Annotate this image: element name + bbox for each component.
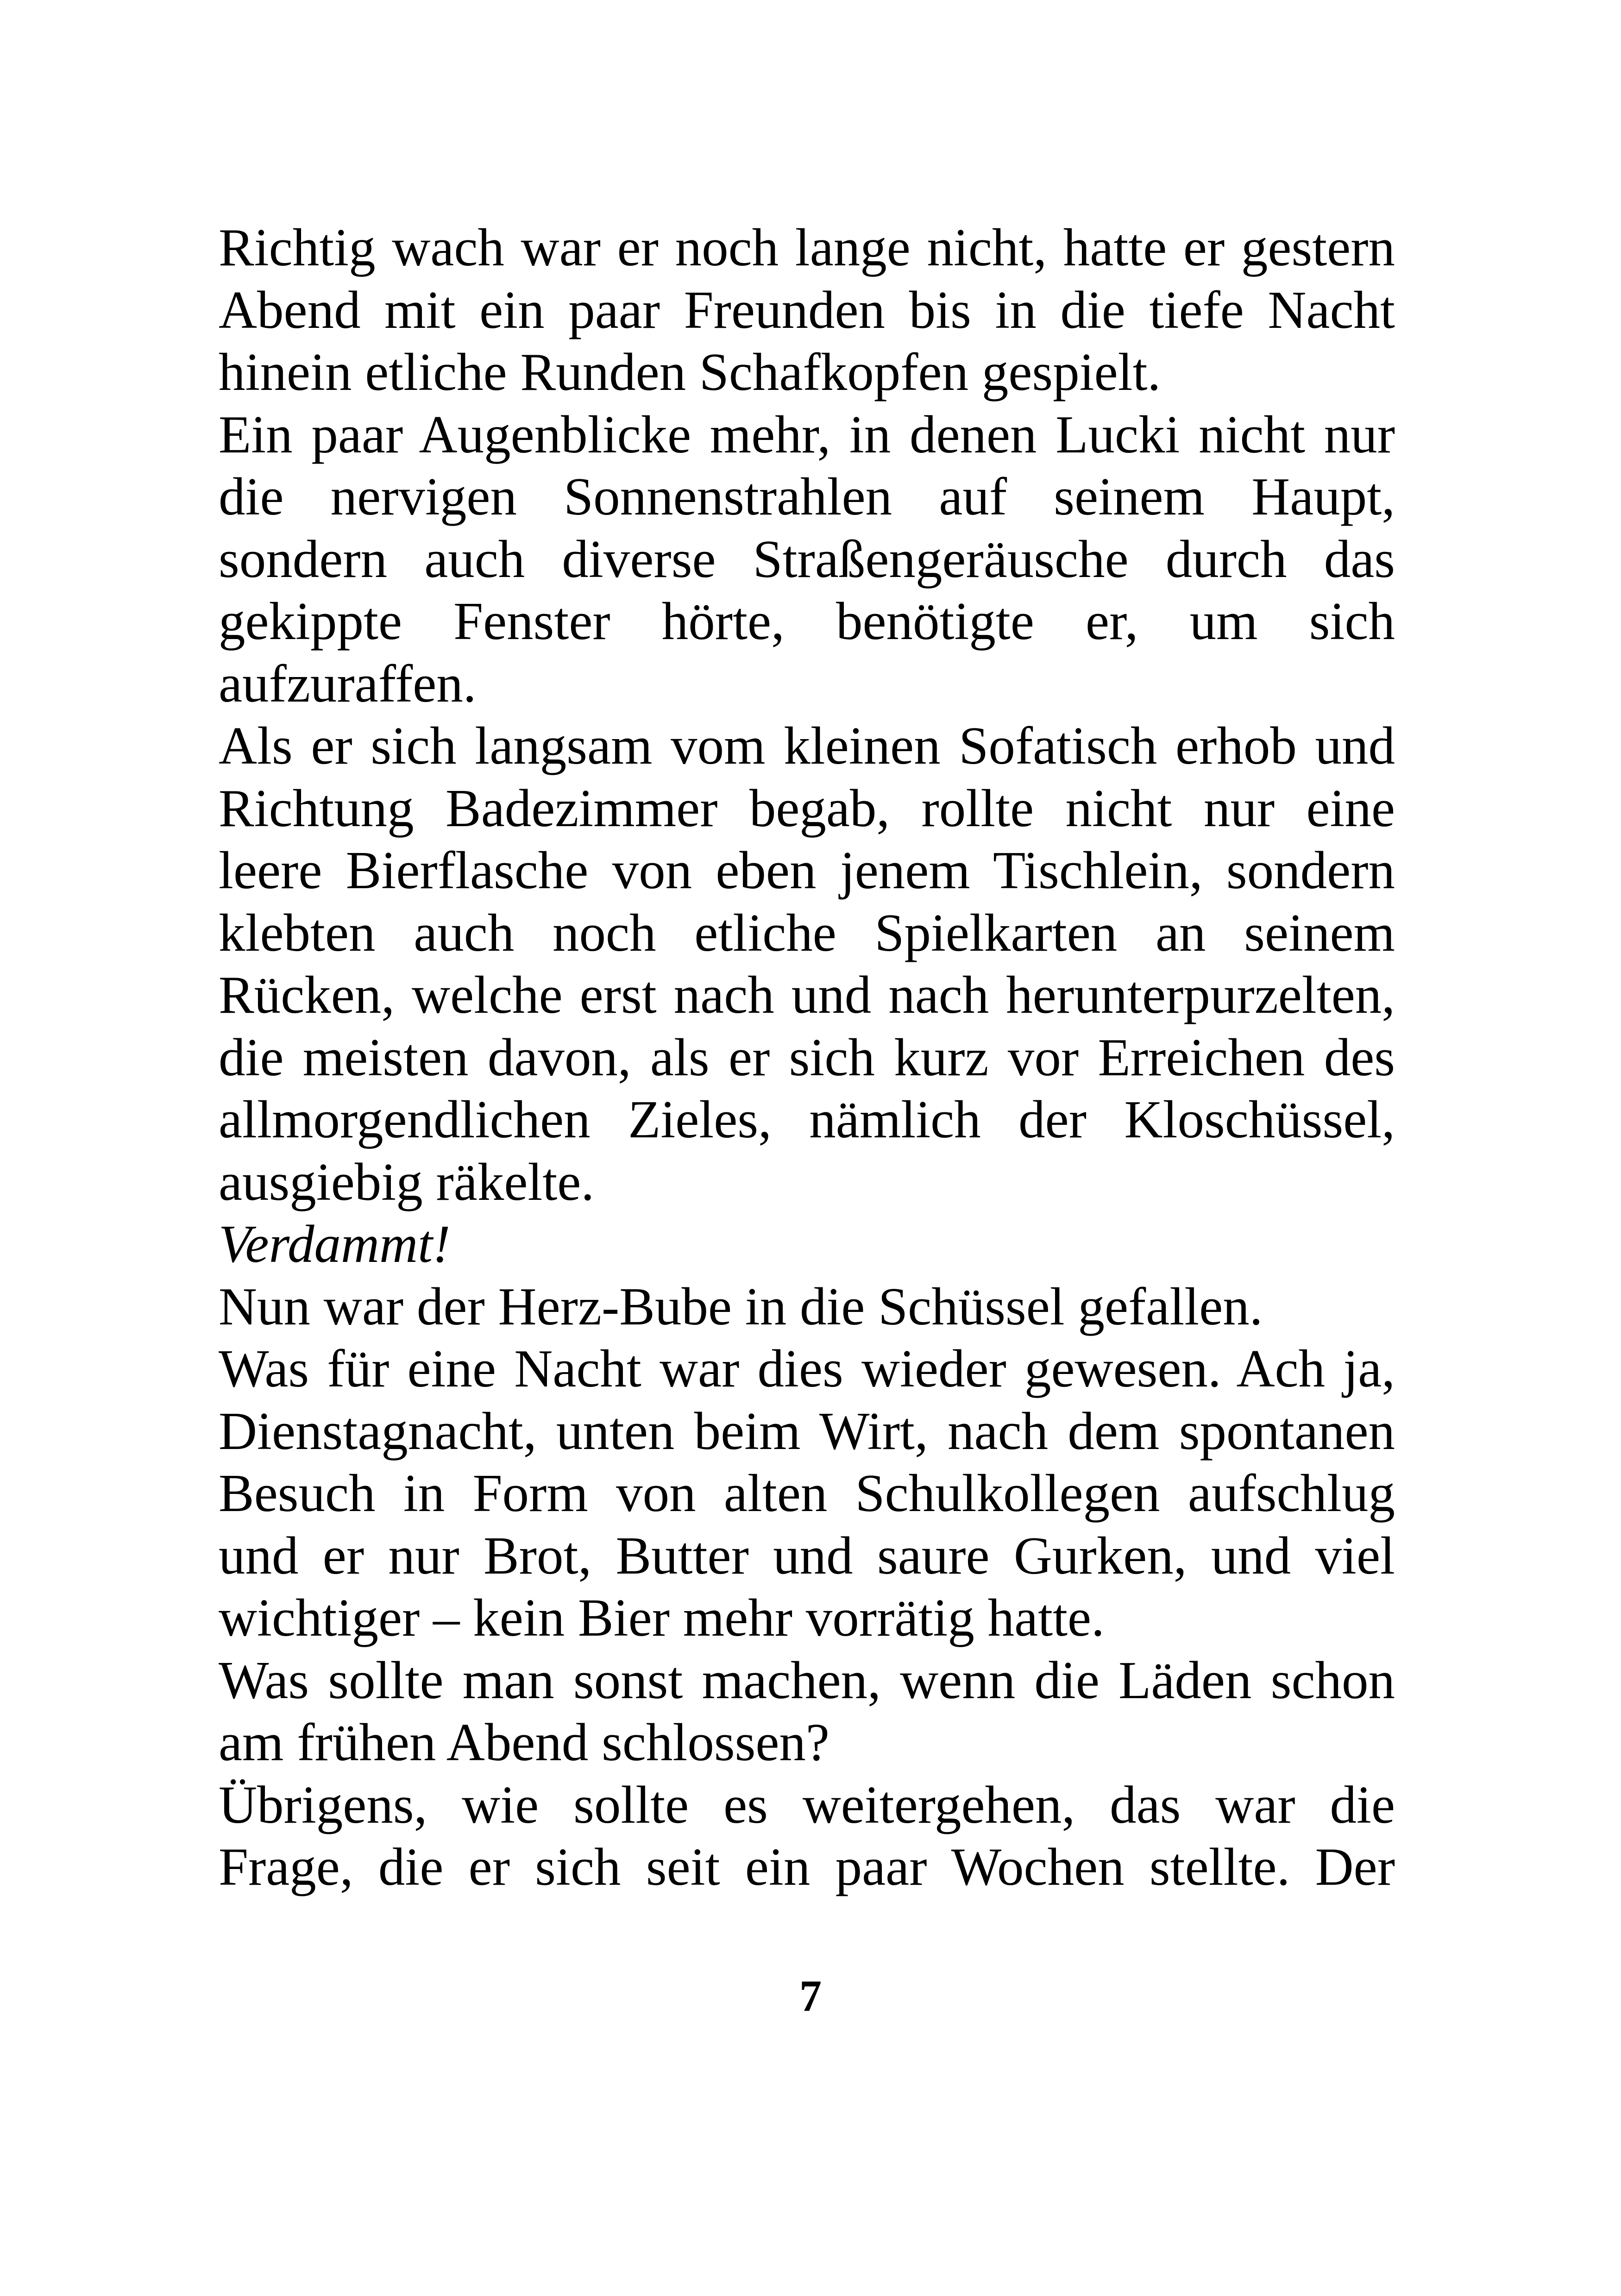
text-line: Nun war der Herz-Bube in die Schüssel gefallen.	[219, 1277, 1263, 1336]
body-text	[219, 217, 1395, 1899]
text-line: leere Bierflasche von eben jenem Tischlein, sondern	[219, 841, 1395, 900]
text-line: und er nur Brot, Butter und saure Gurken, und viel	[219, 1526, 1395, 1585]
text-line: Richtung Badezimmer begab, rollte nicht nur eine	[219, 778, 1395, 838]
text-line: sondern auch diverse Straßengeräusche durch das	[219, 529, 1395, 589]
text-line: aufzuraffen.	[219, 654, 477, 713]
text-line: Richtig wach war er noch lange nicht, hatte er gestern	[219, 218, 1395, 277]
text-line: Als er sich langsam vom kleinen Sofatisch erhob und	[219, 716, 1395, 775]
text-line: ausgiebig räkelte.	[219, 1152, 595, 1211]
text-line: Was für eine Nacht war dies wieder gewesen. Ach ja,	[219, 1339, 1395, 1398]
text-line: klebten auch noch etliche Spielkarten an seinem	[219, 903, 1395, 962]
text-line: Rücken, welche erst nach und nach herunterpurzelten,	[219, 966, 1395, 1024]
italic-text-line: Verdammt!	[219, 1215, 451, 1273]
text-line: am frühen Abend schlossen?	[219, 1713, 829, 1772]
text-line: die nervigen Sonnenstrahlen auf seinem Haupt,	[219, 467, 1395, 526]
text-line: Ein paar Augenblicke mehr, in denen Lucki nicht nur	[219, 405, 1395, 464]
text-line: Dienstagnacht, unten beim Wirt, nach dem spontanen	[219, 1401, 1395, 1461]
page-number: 7	[799, 1971, 822, 2020]
text-line: wichtiger – kein Bier mehr vorrätig hatte.	[219, 1588, 1105, 1647]
text-line: Frage, die er sich seit ein paar Wochen stellte. Der	[219, 1838, 1395, 1896]
text-line: Was sollte man sonst machen, wenn die Läden schon	[219, 1650, 1395, 1710]
text-line: die meisten davon, als er sich kurz vor Erreichen des	[219, 1028, 1395, 1087]
text-line: hinein etliche Runden Schafkopfen gespielt.	[219, 343, 1161, 401]
text-line: gekippte Fenster hörte, benötigte er, um sich	[219, 592, 1395, 651]
text-line: Übrigens, wie sollte es weitergehen, das war die	[219, 1775, 1395, 1834]
text-line: allmorgendlichen Zieles, nämlich der Kloschüssel,	[219, 1090, 1395, 1149]
text-line: Besuch in Form von alten Schulkollegen aufschlug	[219, 1464, 1395, 1523]
text-line: Abend mit ein paar Freunden bis in die tiefe Nacht	[219, 280, 1395, 339]
